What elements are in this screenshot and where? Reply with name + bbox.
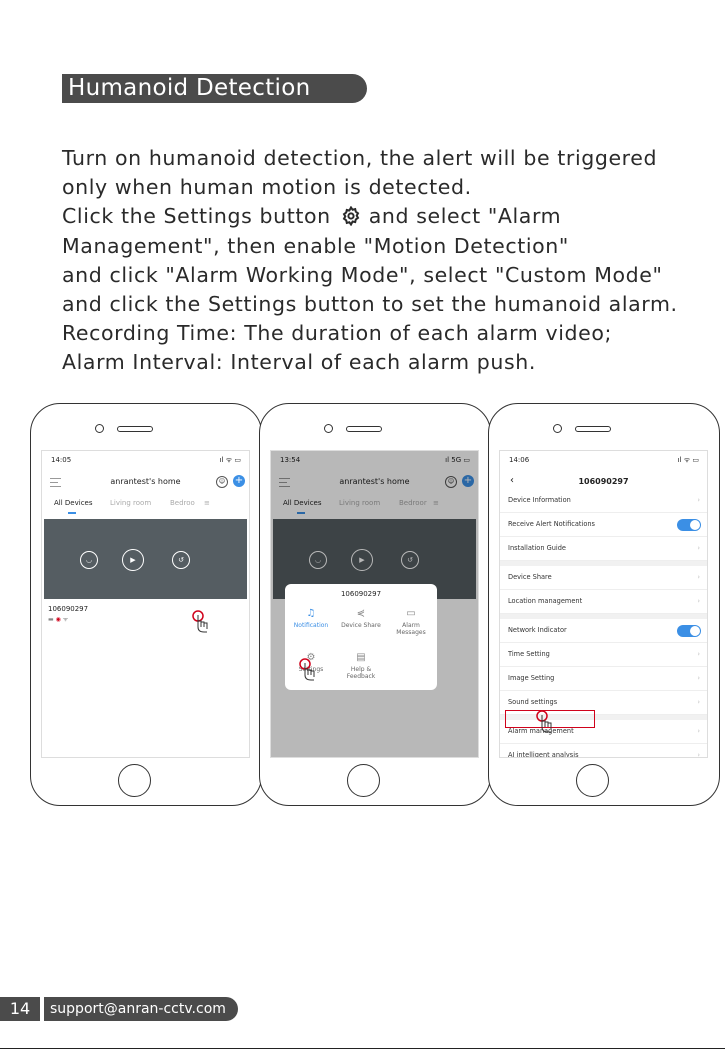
app-screen-device-list bbox=[41, 450, 250, 758]
menu-alarm-messages[interactable] bbox=[389, 608, 433, 636]
row-label: Installation Guide bbox=[508, 544, 566, 552]
camera-dot bbox=[553, 424, 562, 433]
tab-bedroom[interactable]: Bedroor bbox=[399, 499, 427, 507]
tab-all-devices[interactable]: All Devices bbox=[283, 499, 322, 507]
status-icons: ıl ᯤ ▭ bbox=[219, 456, 241, 464]
row-image-setting[interactable] bbox=[500, 667, 707, 691]
row-label: Device Share bbox=[508, 573, 552, 581]
instruction-line: Management", then enable "Motion Detection" bbox=[62, 233, 569, 258]
row-network-indicator[interactable] bbox=[500, 619, 707, 643]
menu-label: Settings bbox=[298, 666, 324, 673]
row-label: AI intelligent analysis bbox=[508, 751, 579, 758]
snapshot-icon[interactable]: ◡ bbox=[80, 551, 98, 569]
popup-title: 106090297 bbox=[340, 590, 382, 598]
chevron-right-icon: › bbox=[697, 698, 700, 706]
support-email[interactable]: support@anran-cctv.com bbox=[44, 997, 238, 1021]
phone-mockup-3 bbox=[488, 403, 720, 806]
bottom-rule bbox=[0, 1048, 725, 1049]
speaker-slot bbox=[346, 426, 382, 432]
instruction-line: Alarm Interval: Interval of each alarm push. bbox=[62, 350, 536, 375]
settings-title: 106090297 bbox=[578, 477, 629, 486]
tap-hand-icon bbox=[297, 657, 319, 681]
chevron-right-icon: › bbox=[697, 544, 700, 552]
page-number: 14 bbox=[0, 997, 40, 1021]
instruction-line: Recording Time: The duration of each alarm video; bbox=[62, 321, 612, 346]
instruction-line: only when human motion is detected. bbox=[62, 175, 472, 200]
tap-hand-icon bbox=[534, 709, 556, 733]
room-tabs bbox=[42, 499, 249, 513]
speaker-slot bbox=[117, 426, 153, 432]
snapshot-icon[interactable]: ◡ bbox=[309, 551, 327, 569]
menu-notification[interactable] bbox=[289, 608, 333, 629]
back-icon[interactable]: ‹ bbox=[510, 475, 514, 486]
speaker-slot bbox=[575, 426, 611, 432]
tab-living-room[interactable]: Living room bbox=[110, 499, 152, 507]
chevron-right-icon: › bbox=[697, 650, 700, 658]
tap-hand-icon bbox=[190, 609, 212, 633]
app-screen-device-menu bbox=[270, 450, 479, 758]
row-label: Location management bbox=[508, 597, 583, 605]
status-time: 14:06 bbox=[509, 456, 530, 464]
menu-device-share[interactable] bbox=[339, 608, 383, 629]
app-screen-settings bbox=[499, 450, 708, 758]
person-icon[interactable]: ☺ bbox=[216, 476, 228, 488]
tab-underline bbox=[68, 512, 76, 514]
home-button bbox=[576, 764, 609, 797]
bell-icon: ♫ bbox=[306, 608, 316, 619]
row-label: Sound settings bbox=[508, 698, 558, 706]
status-bar bbox=[500, 455, 707, 467]
status-bar bbox=[42, 455, 249, 467]
row-installation-guide[interactable] bbox=[500, 537, 707, 561]
menu-help-feedback[interactable] bbox=[339, 652, 383, 680]
chevron-right-icon: › bbox=[697, 674, 700, 682]
message-icon: ▭ bbox=[406, 608, 416, 619]
home-button bbox=[118, 764, 151, 797]
row-label: Time Setting bbox=[508, 650, 550, 658]
tab-bedroom[interactable]: Bedroo bbox=[170, 499, 195, 507]
row-device-information[interactable] bbox=[500, 489, 707, 513]
menu-label: Help & Feedback bbox=[346, 666, 376, 680]
home-button bbox=[347, 764, 380, 797]
instruction-line: Turn on humanoid detection, the alert will be triggered bbox=[62, 146, 658, 170]
replay-icon[interactable]: ↺ bbox=[401, 551, 419, 569]
instructions bbox=[62, 144, 702, 378]
status-time: 14:05 bbox=[51, 456, 72, 464]
menu-label: Device Share bbox=[341, 622, 381, 629]
status-icons: ıl ᯤ ▭ bbox=[677, 456, 699, 464]
help-icon: ▤ bbox=[356, 652, 366, 663]
app-header bbox=[42, 475, 249, 491]
chevron-right-icon: › bbox=[697, 751, 700, 758]
settings-icon: ⚙ bbox=[306, 652, 316, 663]
tab-living-room[interactable]: Living room bbox=[339, 499, 381, 507]
play-icon[interactable]: ▶ bbox=[122, 549, 144, 571]
tabs-menu-icon[interactable]: ≡ bbox=[204, 499, 210, 507]
share-icon: ⋞ bbox=[356, 608, 366, 619]
row-time-setting[interactable] bbox=[500, 643, 707, 667]
camera-dot bbox=[95, 424, 104, 433]
add-device-icon[interactable]: + bbox=[234, 475, 244, 486]
instruction-text: and select "Alarm bbox=[368, 204, 562, 229]
section-title-banner bbox=[62, 74, 367, 103]
row-ai-intelligent-analysis[interactable] bbox=[500, 744, 707, 758]
person-icon[interactable]: ☺ bbox=[445, 476, 457, 488]
instruction-line: and click "Alarm Working Mode", select "Custom Mode" bbox=[62, 262, 663, 287]
gear-icon bbox=[341, 206, 361, 226]
camera-dot bbox=[324, 424, 333, 433]
menu-label: Alarm Messages bbox=[396, 622, 426, 636]
row-receive-alert-notifications[interactable] bbox=[500, 513, 707, 537]
chevron-right-icon: › bbox=[697, 597, 700, 605]
tab-all-devices[interactable]: All Devices bbox=[54, 499, 93, 507]
status-icons: ıl 5G ▭ bbox=[445, 456, 470, 464]
section-title: Humanoid Detection bbox=[68, 75, 311, 101]
device-name: 106090297 bbox=[48, 605, 89, 613]
row-label: Alarm management bbox=[508, 727, 574, 735]
home-title[interactable]: anrantest's home bbox=[110, 477, 181, 486]
chevron-right-icon: › bbox=[697, 496, 700, 504]
row-label: Receive Alert Notifications bbox=[508, 520, 595, 528]
chevron-right-icon: › bbox=[697, 727, 700, 735]
instruction-line bbox=[62, 202, 702, 231]
row-label: Network Indicator bbox=[508, 626, 567, 634]
chevron-right-icon: › bbox=[697, 573, 700, 581]
instruction-text: Click the Settings button bbox=[62, 204, 331, 229]
phone-mockup-2 bbox=[259, 403, 491, 806]
camera-preview[interactable] bbox=[44, 519, 247, 599]
menu-label: Notification bbox=[293, 622, 329, 629]
row-label: Image Setting bbox=[508, 674, 555, 682]
play-icon[interactable]: ▶ bbox=[351, 549, 373, 571]
tabs-menu-icon[interactable]: ≡ bbox=[433, 499, 439, 507]
toggle-switch[interactable] bbox=[677, 519, 701, 531]
replay-icon[interactable]: ↺ bbox=[172, 551, 190, 569]
device-status-icons: ▬ ◉ ᯤ bbox=[48, 616, 69, 623]
instruction-line: and click the Settings button to set the humanoid alarm. bbox=[62, 292, 678, 317]
row-location-management[interactable] bbox=[500, 590, 707, 614]
home-title[interactable]: anrantest's home bbox=[339, 477, 410, 486]
toggle-switch[interactable] bbox=[677, 625, 701, 637]
row-label: Device Information bbox=[508, 496, 571, 504]
phone-mockup-1 bbox=[30, 403, 262, 806]
add-device-icon[interactable]: + bbox=[463, 475, 473, 486]
row-device-share[interactable] bbox=[500, 566, 707, 590]
status-time: 13:54 bbox=[280, 456, 301, 464]
